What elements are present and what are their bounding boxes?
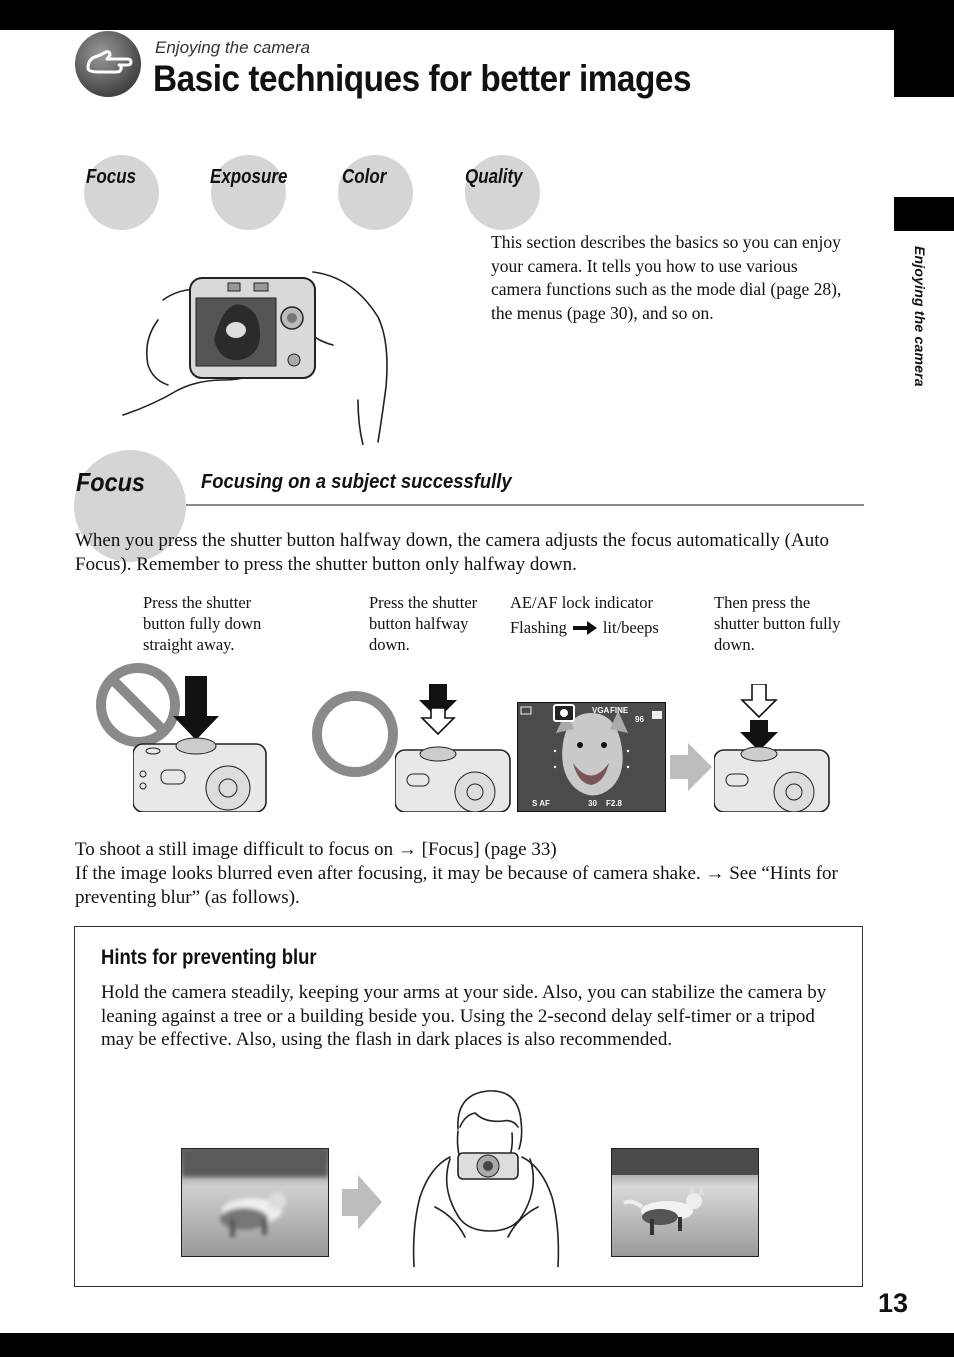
hints-title: Hints for preventing blur <box>101 946 317 969</box>
focus-paragraph: When you press the shutter button halfway down, the camera adjusts the focus automatically (Auto Focus). Remember to press the shutter button only halfway down. <box>75 530 829 575</box>
indicator-label: AE/AF lock indicator <box>510 593 653 612</box>
screen-shutter-speed: 30 <box>588 799 597 808</box>
right-arrow-icon <box>573 621 597 635</box>
camera-shutter-half-illustration <box>395 684 512 812</box>
focus-note-2 <box>75 862 865 910</box>
correct-circle-icon <box>311 690 399 778</box>
focus-note-2-prefix: If the image looks blurred even after focusing, it may be because of camera shake. <box>75 863 701 884</box>
camera-shutter-full-illustration <box>133 676 268 812</box>
hints-text: Hold the camera steadily, keeping your arms at your side. Also, you can stabilize the camera by leaning against a tree or a building beside you. Using the 2-second delay self-timer or a tripod may be effective. Also, using the flash in dark places is also recommended. <box>101 982 827 1050</box>
topic-label-color: Color <box>342 166 387 188</box>
person-holding-camera-illustration <box>410 1087 565 1267</box>
bottom-bar <box>0 1333 954 1357</box>
focus-note-1-prefix: To shoot a still image difficult to focus on <box>75 839 394 860</box>
indicator-flashing-label: Flashing <box>510 618 567 637</box>
focus-section-heading: Focus <box>76 467 145 497</box>
screen-size-label: VGA <box>592 706 610 715</box>
step-caption-indicator <box>510 592 700 638</box>
focus-note-2-link: See “Hints for preventing blur” (as follows). <box>75 863 838 908</box>
focus-note-1 <box>75 838 865 862</box>
screen-aperture: F2.8 <box>606 799 623 808</box>
indicator-lit-label: lit/beeps <box>602 618 659 637</box>
blur-to-sharp-arrow-icon <box>342 1175 382 1230</box>
camera-shutter-then-full-illustration <box>714 684 831 812</box>
topic-label-quality: Quality <box>465 166 523 188</box>
step-caption-halfway: Press the shutter button halfway down. <box>369 593 478 654</box>
sharp-photo-example <box>611 1148 759 1257</box>
screen-shot-count: 96 <box>635 715 644 724</box>
focus-note-1-link: [Focus] (page 33) <box>421 839 557 860</box>
step-next-arrow-icon <box>670 743 712 791</box>
right-arrow-icon: → <box>397 839 417 860</box>
camera-lcd-screen <box>517 702 666 812</box>
step-caption-wrong: Press the shutter button fully down straight away. <box>143 593 262 654</box>
right-arrow-icon: → <box>705 863 725 884</box>
page-number: 13 <box>878 1288 909 1318</box>
screen-quality-label: FINE <box>610 706 629 715</box>
screen-af-mode: S AF <box>532 799 550 808</box>
pointing-hand-icon <box>74 30 142 98</box>
section-rule <box>186 504 864 506</box>
chapter-tab-marker <box>894 197 954 231</box>
blurred-photo-example <box>181 1148 329 1257</box>
intro-paragraph: This section describes the basics so you can enjoy your camera. It tells you how to use various camera functions such as the mode dial (page 28), the menus (page 30), and so on. <box>491 232 842 323</box>
topic-label-focus: Focus <box>86 166 137 188</box>
top-bar <box>0 0 954 30</box>
side-chapter-label: Enjoying the camera <box>912 246 928 387</box>
hands-holding-camera-illustration <box>118 250 393 445</box>
section-tab-block <box>894 30 954 97</box>
section-kicker: Enjoying the camera <box>155 38 310 57</box>
topic-label-exposure: Exposure <box>210 166 288 188</box>
page-title: Basic techniques for better images <box>153 58 692 99</box>
step-caption-fully: Then press the shutter button fully down. <box>714 593 841 654</box>
focus-section-subheading: Focusing on a subject successfully <box>201 470 512 493</box>
